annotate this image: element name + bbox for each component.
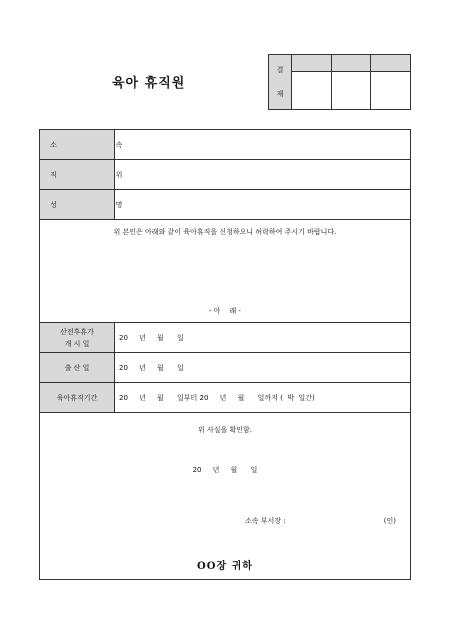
- approval-header-2: [331, 55, 371, 72]
- position-label: [40, 160, 133, 190]
- confirmation-text: 위 사실을 확인함.: [197, 426, 252, 434]
- position-label-text: 직 위: [50, 170, 133, 179]
- approval-signature-3[interactable]: [371, 72, 411, 110]
- leave-start-field[interactable]: 20 년 월 일: [115, 323, 411, 353]
- recipient: OO장 귀하: [197, 561, 253, 572]
- approval-header-3: [371, 55, 411, 72]
- request-text: 위 본인은 아래와 같이 육아휴직을 신청하오니 허락하여 주시기 바랍니다.: [113, 228, 337, 236]
- leave-start-label-line1: 산전후휴가: [60, 327, 94, 336]
- document-title: 육아 휴직원: [112, 76, 186, 91]
- approval-signature-1[interactable]: [292, 72, 332, 110]
- approval-label: [269, 55, 292, 110]
- leave-start-label: [40, 323, 115, 353]
- name-label: [40, 190, 133, 220]
- affiliation-label-text: 소 속: [50, 140, 133, 149]
- name-label-text: 성 명: [50, 200, 133, 209]
- below-label: - 아 래 -: [209, 307, 241, 315]
- position-field[interactable]: [115, 160, 411, 190]
- leave-form-table: [39, 129, 411, 580]
- seal-mark: (인): [383, 517, 396, 525]
- leave-period-field[interactable]: 20 년 월 일부터 20 년 월 일까지 ( 박 일간): [115, 383, 411, 413]
- affiliation-label: [40, 130, 133, 160]
- confirmation-section: [40, 413, 411, 580]
- name-field[interactable]: [115, 190, 411, 220]
- leave-period-label: 육아휴직기간: [40, 383, 115, 413]
- department-head-label: 소속 부서장 :: [245, 517, 286, 525]
- approval-label-top: 결: [276, 66, 284, 74]
- birth-date-field[interactable]: 20 년 월 일: [115, 353, 411, 383]
- approval-label-bottom: 재: [276, 90, 284, 98]
- approval-box: [268, 54, 411, 110]
- affiliation-field[interactable]: [115, 130, 411, 160]
- confirmation-date[interactable]: 20 년 월 일: [192, 466, 258, 474]
- birth-date-label: 출 산 일: [40, 353, 115, 383]
- approval-signature-2[interactable]: [331, 72, 371, 110]
- leave-start-label-line2: 개 시 일: [64, 339, 90, 348]
- approval-header-1: [292, 55, 332, 72]
- request-section: [40, 220, 411, 323]
